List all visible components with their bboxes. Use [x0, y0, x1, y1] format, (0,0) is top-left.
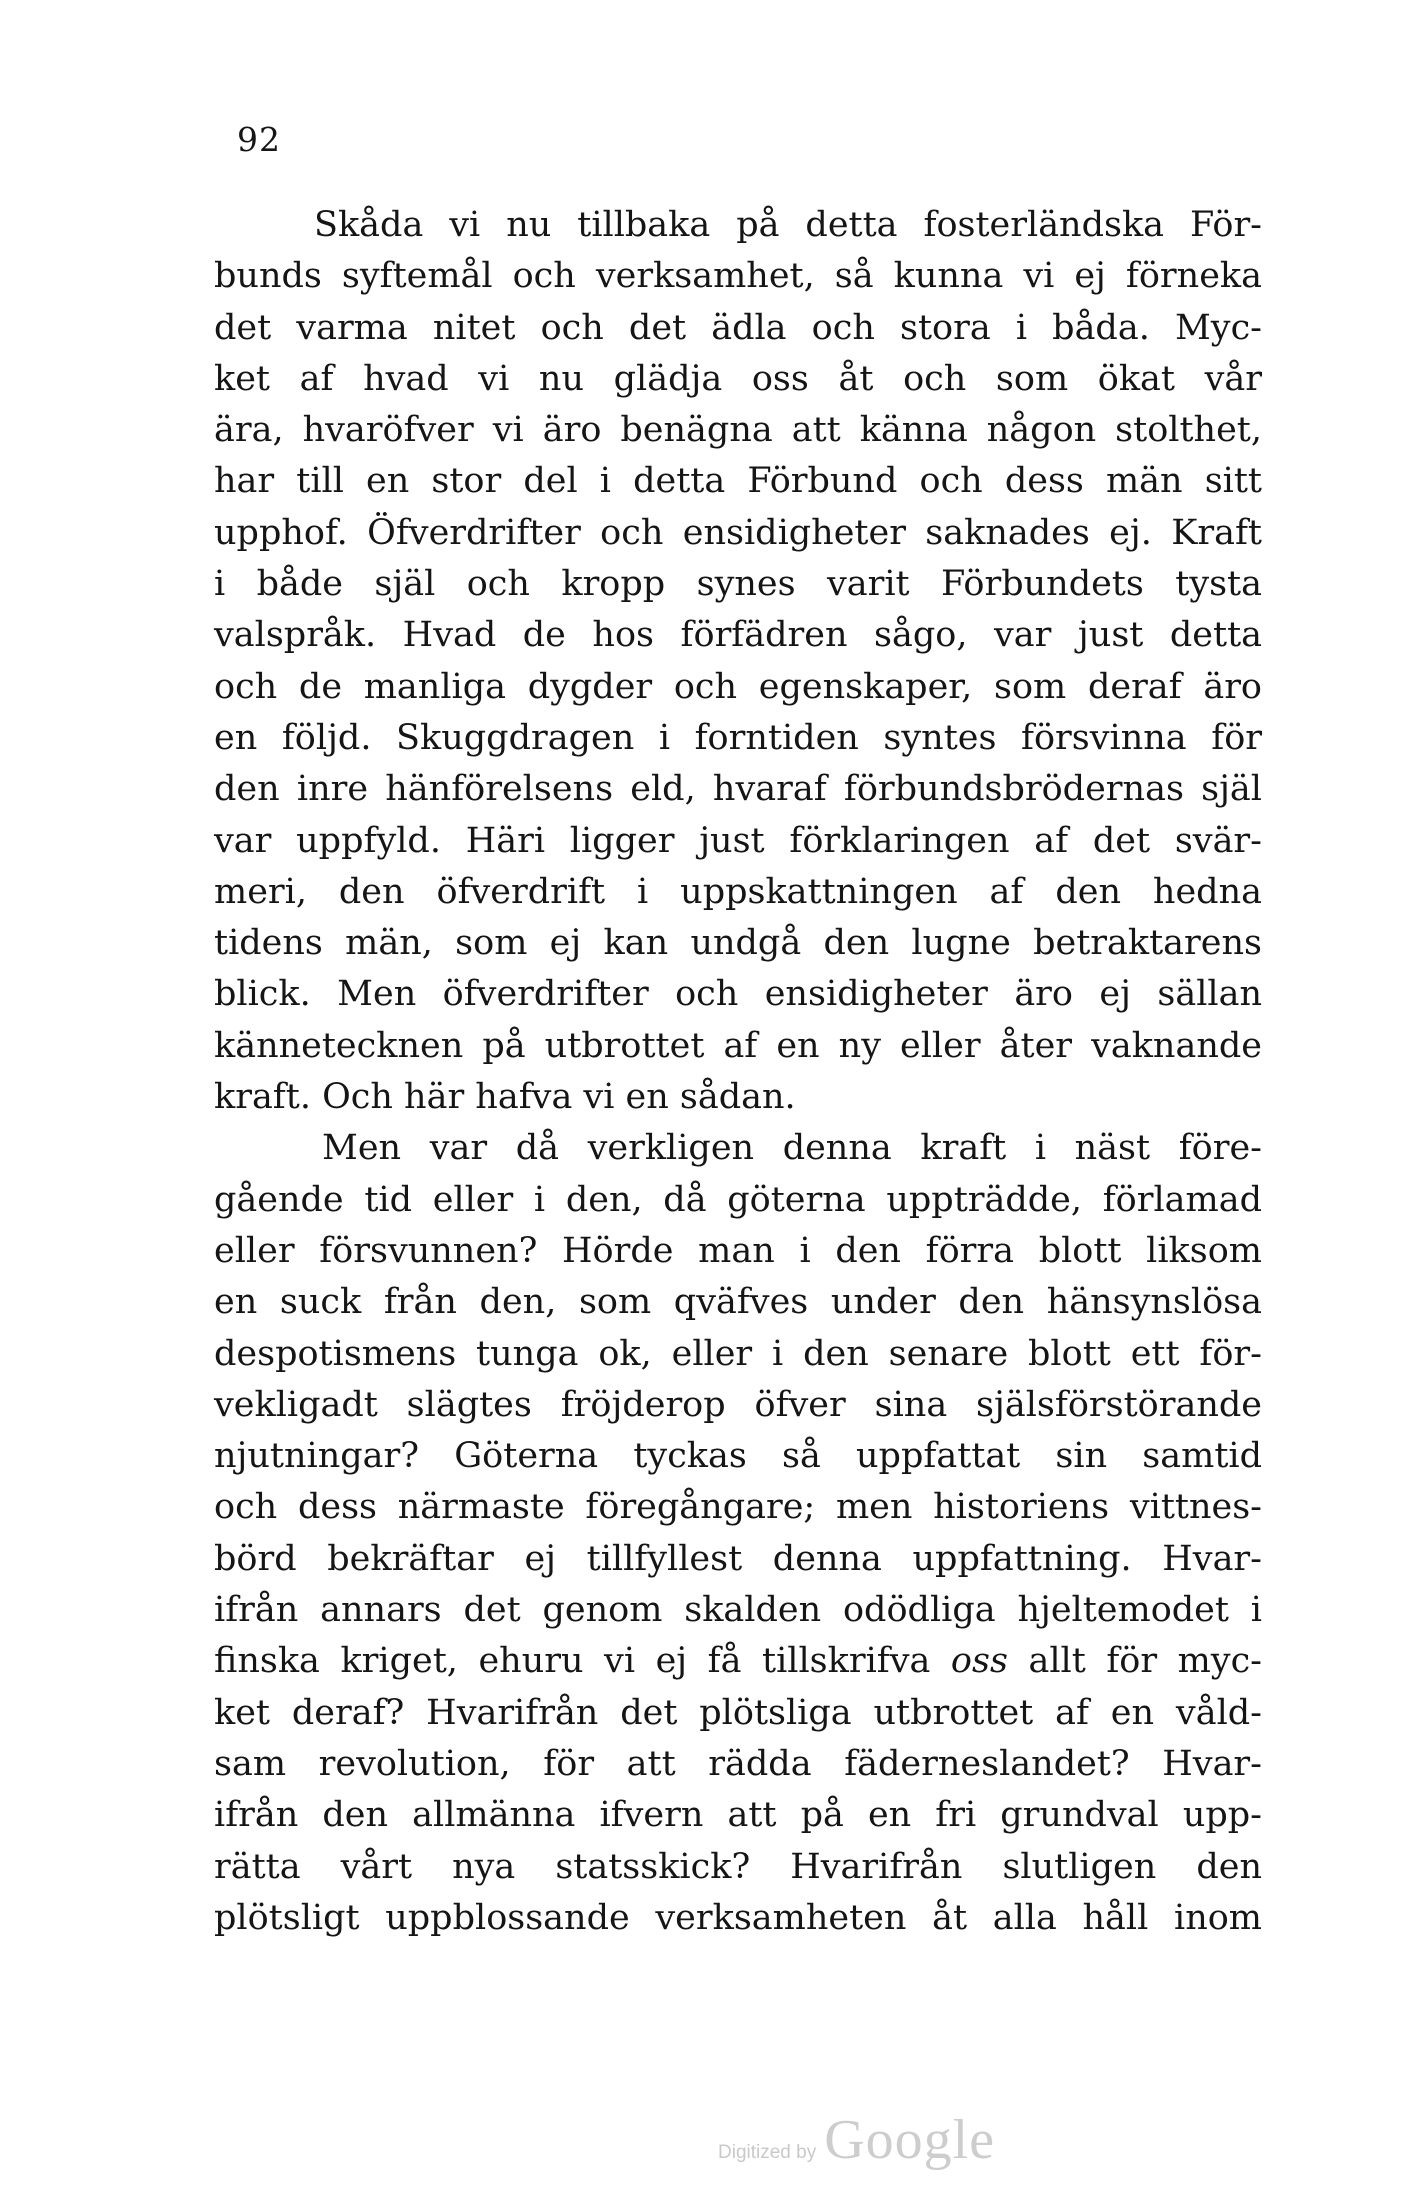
text-line: det varma nitet och det ädla och stora i båda. Myc-	[214, 307, 1262, 348]
text-line: i både själ och kropp synes varit Förbundets tysta	[214, 564, 1262, 605]
text-line: ära, hvaröfver vi äro benägna att känna någon stolthet,	[214, 410, 1262, 451]
text-line: ifrån den allmänna ifvern att på en fri grundval upp-	[214, 1795, 1262, 1836]
text-line: och de manliga dygder och egenskaper, som deraf äro	[214, 666, 1262, 707]
text-line: var uppfyld. Häri ligger just förklaringen af det svär-	[214, 820, 1262, 861]
watermark-prefix: Digitized by	[718, 2142, 817, 2163]
text-line: blick. Men öfverdrifter och ensidigheter äro ej sällan	[214, 974, 1262, 1015]
text-line: tidens män, som ej kan undgå den lugne betraktarens	[214, 923, 1262, 964]
text-line: rätta vårt nya statsskick? Hvarifrån slutligen den	[214, 1846, 1262, 1887]
text-line: en suck från den, som qväfves under den hänsynslösa	[214, 1282, 1262, 1323]
text-line: en följd. Skuggdragen i forntiden syntes försvinna för	[214, 717, 1262, 758]
text-line: Men var då verkligen denna kraft i näst före-	[322, 1128, 1262, 1169]
google-logo: Google	[824, 2109, 996, 2171]
body-text	[214, 200, 1262, 1944]
text-line: gående tid eller i den, då göterna uppträdde, förlamad	[214, 1179, 1262, 1220]
text-line: den inre hänförelsens eld, hvaraf förbundsbrödernas själ	[214, 769, 1262, 810]
text-line: njutningar? Göterna tyckas så uppfattat sin samtid	[214, 1436, 1262, 1477]
text-line: och dess närmaste föregångare; men historiens vittnes-	[214, 1487, 1262, 1528]
text-line: sam revolution, för att rädda fäderneslandet? Hvar-	[214, 1743, 1262, 1784]
text-line: despotismens tunga ok, eller i den senare blott ett för-	[214, 1333, 1262, 1374]
text-line: finska kriget, ehuru vi ej få tillskrifva oss allt för myc-	[214, 1641, 1263, 1682]
page-number: 92	[237, 120, 281, 159]
text-line: eller försvunnen? Hörde man i den förra blott liksom	[214, 1230, 1262, 1271]
text-line: vekligadt slägtes fröjderop öfver sina själsförstörande	[214, 1384, 1262, 1425]
text-line: bunds syftemål och verksamhet, så kunna vi ej förneka	[214, 256, 1262, 297]
text-line: meri, den öfverdrift i uppskattningen af den hedna	[214, 871, 1262, 912]
text-line: ket deraf? Hvarifrån det plötsliga utbrottet af en våld-	[214, 1692, 1262, 1733]
text-line: ket af hvad vi nu glädja oss åt och som ökat vår	[214, 358, 1262, 399]
text-line: ifrån annars det genom skalden odödliga hjeltemodet i	[214, 1590, 1262, 1631]
text-line: börd bekräftar ej tillfyllest denna uppfattning. Hvar-	[214, 1538, 1262, 1579]
text-line: plötsligt uppblossande verksamheten åt alla håll inom	[214, 1897, 1262, 1938]
text-line: upphof. Öfverdrifter och ensidigheter saknades ej. Kraft	[214, 512, 1262, 553]
digitization-watermark	[718, 2108, 995, 2172]
text-line: valspråk. Hvad de hos förfädren sågo, var just detta	[214, 615, 1262, 656]
text-line: har till en stor del i detta Förbund och dess män sitt	[214, 461, 1262, 502]
text-line: Skåda vi nu tillbaka på detta fosterländska För-	[314, 205, 1262, 245]
text-line: kännetecknen på utbrottet af en ny eller åter vaknande	[214, 1025, 1262, 1066]
text-line: kraft. Och här hafva vi en sådan.	[214, 1077, 796, 1118]
